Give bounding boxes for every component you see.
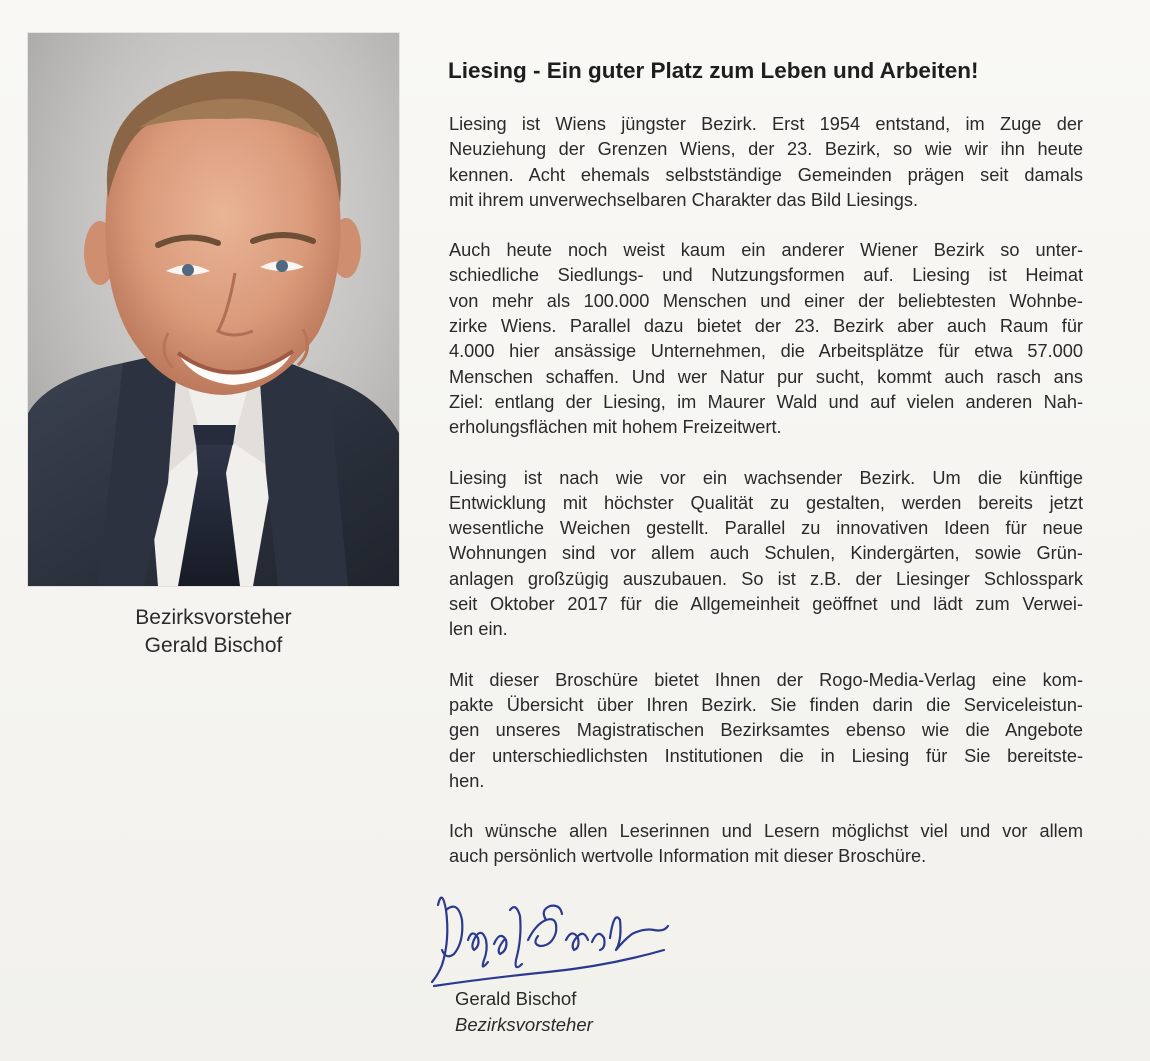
text-line: Ziel: entlang der Liesing, im Maurer Wald und auf vielen anderen Nah- xyxy=(449,391,1083,412)
text-line: hen. xyxy=(449,770,485,791)
text-line: len ein. xyxy=(449,619,508,640)
text-line: anlagen großzügig auszubauen. So ist z.B. der Liesinger Schlosspark xyxy=(449,568,1083,589)
text-line: zirke Wiens. Parallel dazu bietet der 23. Bezirk aber auch Raum für xyxy=(449,316,1083,337)
text-line: pakte Übersicht über Ihren Bezirk. Sie finden darin die Serviceleistun- xyxy=(449,694,1083,715)
handwritten-signature xyxy=(428,880,678,990)
body-text xyxy=(449,112,1083,895)
page-title: Liesing - Ein guter Platz zum Leben und Arbeiten! xyxy=(448,58,979,83)
text-line: gen unseres Magistratischen Bezirksamtes ebenso wie die Angebote xyxy=(449,720,1083,741)
portrait-photo xyxy=(28,33,399,586)
text-line: wesentliche Weichen gestellt. Parallel zu innovativen Ideen für neue xyxy=(449,518,1083,539)
text-line: Neuziehung der Grenzen Wiens, der 23. Bezirk, so wie wir ihn heute xyxy=(449,139,1083,160)
text-line: mit ihrem unverwechselbaren Charakter das Bild Liesings. xyxy=(449,189,919,210)
text-line: Wohnungen sind vor allem auch Schulen, Kindergärten, sowie Grün- xyxy=(449,543,1083,564)
text-line: Liesing ist Wiens jüngster Bezirk. Erst 1954 entstand, im Zuge der xyxy=(449,114,1083,134)
caption-name: Gerald Bischof xyxy=(144,634,283,657)
text-line: kennen. Acht ehemals selbstständige Gemeinden prägen seit damals xyxy=(449,164,1083,185)
text-line: erholungsflächen mit hohem Freizeitwert. xyxy=(449,417,782,438)
signature-name: Gerald Bischof xyxy=(455,988,577,1009)
portrait-caption xyxy=(28,604,399,660)
text-line: Auch heute noch weist kaum ein anderer Wiener Bezirk so unter- xyxy=(449,240,1083,261)
signature-role: Bezirksvorsteher xyxy=(455,1014,593,1035)
text-line: Liesing ist nach wie vor ein wachsender Bezirk. Um die künftige xyxy=(449,467,1083,488)
text-line: seit Oktober 2017 für die Allgemeinheit geöffnet und lädt zum Verwei- xyxy=(449,594,1083,615)
paragraph-1 xyxy=(449,112,1083,213)
text-line: Mit dieser Broschüre bietet Ihnen der Rogo-Media-Verlag eine kom- xyxy=(449,669,1083,690)
text-line: Entwicklung mit höchster Qualität zu gestalten, werden bereits jetzt xyxy=(449,492,1083,513)
text-line: Menschen schaffen. Und wer Natur pur sucht, kommt auch rasch ans xyxy=(449,366,1083,387)
text-line: von mehr als 100.000 Menschen und einer der beliebtesten Wohnbe- xyxy=(449,290,1083,311)
text-line: schiedliche Siedlungs- und Nutzungsformen auf. Liesing ist Heimat xyxy=(449,265,1083,286)
paragraph-2 xyxy=(449,238,1083,440)
text-line: Ich wünsche allen Leserinnen und Lesern möglichst viel und vor allem xyxy=(449,821,1083,842)
portrait-illustration xyxy=(28,33,399,586)
text-line: 4.000 hier ansässige Unternehmen, die Arbeitsplätze für etwa 57.000 xyxy=(449,341,1083,362)
paragraph-3 xyxy=(449,466,1083,643)
text-line: der unterschiedlichsten Institutionen die in Liesing für Sie bereitste- xyxy=(449,745,1083,766)
paragraph-4 xyxy=(449,668,1083,794)
text-line: auch persönlich wertvolle Information mit dieser Broschüre. xyxy=(449,846,927,867)
caption-title: Bezirksvorsteher xyxy=(135,606,292,629)
paragraph-5 xyxy=(449,819,1083,870)
